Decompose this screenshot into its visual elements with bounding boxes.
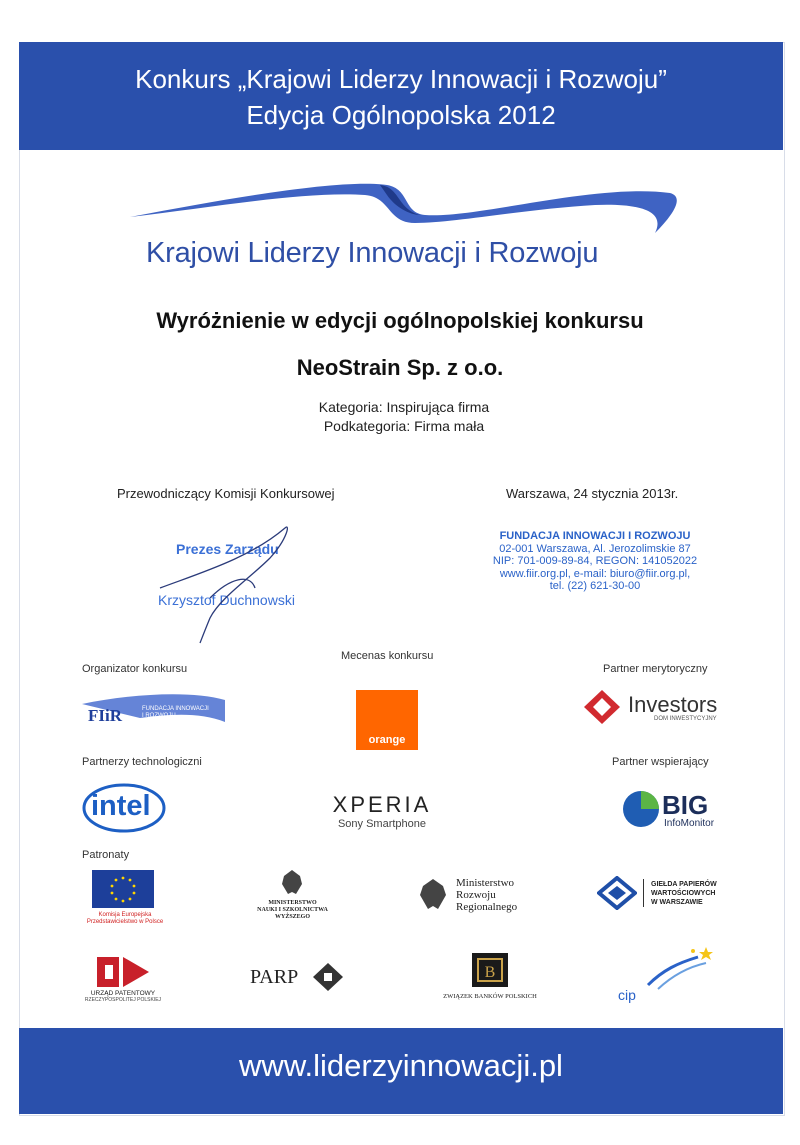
stamp-address: 02-001 Warszawa, Al. Jerozolimskie 87 (499, 542, 691, 555)
mnisw-line-3: WYŻSZEGO (274, 914, 310, 920)
stamp-title: Prezes Zarządu (176, 541, 279, 557)
european-commission-logo (80, 870, 170, 926)
xperia-name: XPERIA (332, 792, 432, 817)
label-tech-partners: Partnerzy technologiczni (82, 756, 202, 768)
cip-text: cip (618, 987, 636, 1003)
committee-chair-label: Przewodniczący Komisji Konkursowej (117, 486, 335, 501)
cip-logo (618, 945, 713, 1007)
ke-line-2: Przedstawicielstwo w Polsce (86, 919, 164, 925)
ke-line-1: Komisja Europejska (98, 912, 152, 918)
label-patron: Mecenas konkursu (341, 650, 434, 662)
up-line-2: RZECZYPOSPOLITEJ POLSKIEJ (84, 997, 162, 1003)
stamp-tel: tel. (22) 621-30-00 (549, 580, 641, 592)
label-patronage: Patronaty (82, 849, 130, 861)
investors-name: Investors (628, 692, 718, 717)
mrr-line-1: Ministerstwo (456, 877, 515, 889)
label-merit-partner: Partner merytoryczny (603, 663, 708, 675)
stamp-web: www.fiir.org.pl, e-mail: biuro@fiir.org.pl, (499, 567, 691, 580)
signer-name: Krzysztof Duchnowski (158, 592, 295, 608)
gpw-line-3: W WARSZAWIE (651, 899, 703, 906)
zbp-text: ZWIĄZEK BANKÓW POLSKICH (443, 993, 537, 1000)
big-sub: InfoMonitor (664, 818, 715, 829)
label-organizer: Organizator konkursu (82, 663, 188, 675)
big-name: BIG (662, 790, 709, 820)
header-band (19, 42, 783, 150)
up-line-1: URZĄD PATENTOWY (90, 990, 156, 997)
foundation-stamp (470, 530, 720, 593)
footer-band (19, 1028, 783, 1114)
stamp-foundation-name: FUNDACJA INNOWACJI I ROZWOJU (499, 530, 691, 542)
investors-sub: DOM INWESTYCYJNY (654, 716, 717, 722)
zbp-logo (435, 953, 545, 1003)
footer-url[interactable]: www.liderzyinnowacji.pl (239, 1048, 563, 1083)
gpw-line-1: GIEŁDA PAPIERÓW (651, 881, 717, 888)
award-category: Kategoria: Inspirująca firma (318, 399, 490, 415)
award-title: Wyróżnienie w edycji ogólnopolskiej konkursu (156, 308, 644, 333)
gpw-logo (597, 876, 727, 910)
mrr-line-2: Rozwoju (456, 889, 496, 901)
mnisw-line-2: NAUKI I SZKOLNICTWA (257, 907, 328, 913)
mrr-line-3: Regionalnego (456, 901, 518, 913)
intel-text: intel (91, 790, 151, 822)
orange-logo-text: orange (368, 734, 406, 746)
patent-office-logo (80, 955, 166, 1005)
intel-logo (82, 782, 166, 834)
label-support-partner: Partner wspierający (612, 756, 709, 768)
handwritten-signature (140, 518, 300, 648)
xperia-sub: Sony Smartphone (337, 818, 427, 830)
company-name: NeoStrain Sp. z o.o. (296, 355, 504, 380)
mnisw-line-1: MINISTERSTWO (268, 900, 317, 906)
fiir-line-1: FUNDACJA INNOWACJI (142, 706, 209, 712)
big-infomonitor-logo (622, 788, 722, 832)
fiir-mark: FIiR (88, 706, 122, 725)
mnisw-logo (245, 868, 340, 928)
xperia-logo (322, 792, 442, 830)
header-line-2: Edycja Ogólnopolska 2012 (246, 100, 556, 130)
fiir-line-2: I ROZWOJU (142, 713, 176, 719)
parp-text: PARP (250, 966, 299, 988)
parp-logo (250, 962, 350, 992)
investors-logo (582, 688, 727, 726)
orange-logo (356, 690, 418, 750)
swoosh-logo-graphic (125, 175, 685, 240)
svg-text:B: B (484, 964, 496, 981)
fiir-logo (80, 692, 230, 728)
date-place: Warszawa, 24 stycznia 2013r. (506, 486, 679, 501)
program-logo-title: Krajowi Liderzy Innowacji i Rozwoju (146, 237, 599, 269)
gpw-line-2: WARTOŚCIOWYCH (651, 890, 716, 897)
mrr-logo (418, 875, 538, 917)
stamp-ids: NIP: 701-009-89-84, REGON: 141052022 (492, 555, 698, 567)
header-line-1: Konkurs „Krajowi Liderzy Innowacji i Rozwoju” (135, 64, 667, 94)
award-subcategory: Podkategoria: Firma mała (323, 418, 485, 434)
